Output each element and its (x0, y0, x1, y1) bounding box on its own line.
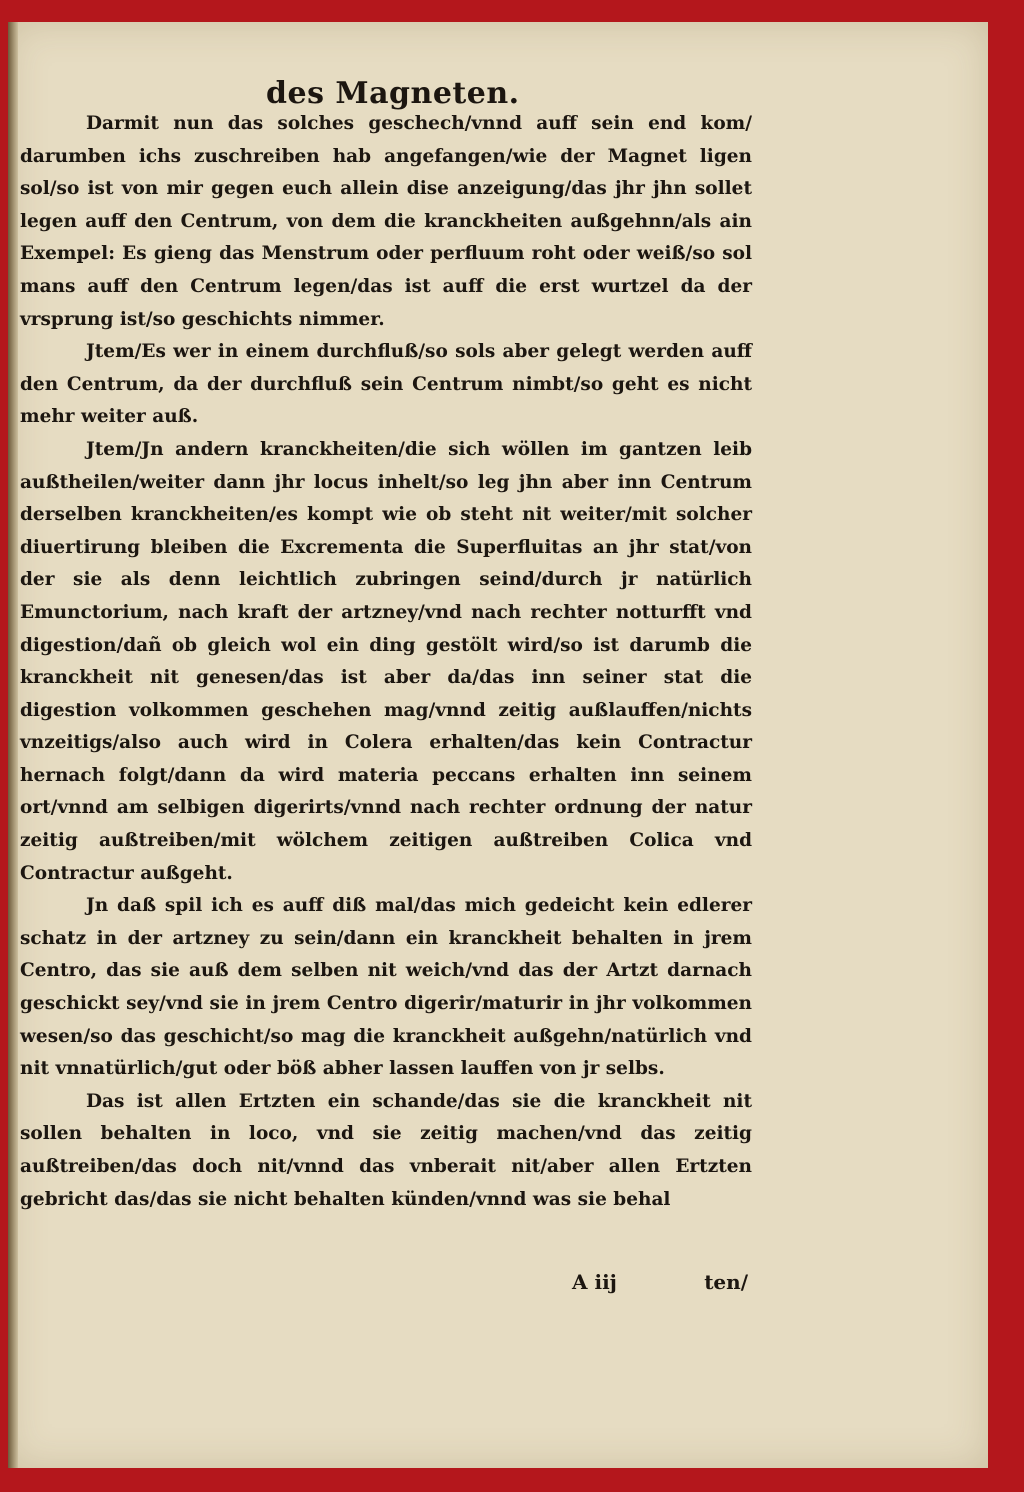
signature-mark: A iij (572, 1270, 617, 1294)
page-footer (20, 1270, 752, 1302)
paragraph: Jn daß spil ich es auff diß mal/das mich gedeicht kein edlerer schatz in der artzney zu sein/dann ein kranckheit behalten in jrem Centro, das sie auß dem selben nit weich/vnd das der Artzt darnach geschickt sey/vnd sie in jrem Centro digerir/maturir in jhr volkommen wesen/so das geschicht/so mag die kranckheit außgehn/natürlich vnd nit vnnatürlich/gut oder böß abher lassen lauffen von jr selbs. (20, 895, 752, 1080)
paragraph: Darmit nun das solches geschech/vnnd auff sein end kom/ darumben ichs zuschreiben hab angefangen/wie der Magnet ligen sol/so ist von mir gegen euch allein dise anzeigung/das jhr jhn sollet legen auff den Centrum, von dem die kranckheiten außgehnn/als ain Exempel: Es gieng das Menstrum oder perfluum roht oder weiß/so sol mans auff den Centrum legen/das ist auff die erst wurtzel da der vrsprung ist/so geschichts nimmer. (20, 113, 752, 330)
running-head: des Magneten. (266, 76, 520, 111)
paragraph: Jtem/Es wer in einem durchfluß/so sols aber gelegt werden auff den Centrum, da der durchfluß sein Centrum nimbt/so geht es nicht mehr weiter auß. (20, 341, 752, 428)
book-page (8, 22, 988, 1468)
paragraph: Jtem/Jn andern kranckheiten/die sich wöllen im gantzen leib außtheilen/weiter dann jhr locus inhelt/so leg jhn aber inn Centrum derselben kranckheiten/es kompt wie ob steht nit weiter/mit solcher diuertirung bleiben die Excrementa die Superfluitas an jhr stat/von der sie als denn leichtlich zubringen seind/durch jr natürlich Emunctorium, nach kraft der artzney/vnd nach rechter notturfft vnd digestion/dañ ob gleich wol ein ding gestölt wird/so ist darumb die kranckheit nit genesen/das ist aber da/das inn seiner stat die digestion volkommen geschehen mag/vnnd zeitig außlauffen/nichts vnzeitigs/also auch wird in Colera erhalten/das kein Contractur hernach folgt/dann da wird materia peccans erhalten inn seinem ort/vnnd am selbigen digerirts/vnnd nach rechter ordnung der natur zeitig außtreiben/mit wölchem zeitigen außtreiben Colica vnd Contractur außgeht. (20, 438, 752, 884)
page-binding-shadow (8, 22, 18, 1468)
catchword: ten/ (704, 1270, 748, 1294)
paragraph: Das ist allen Ertzten ein schande/das sie die kranckheit nit sollen behalten in loco, vnd sie zeitig machen/vnd das zeitig außtreiben/das doch nit/vnnd das vnberait nit/aber allen Ertzten gebricht das/das sie nicht behalten künden/vnnd was sie behal (20, 1090, 752, 1210)
body-text (20, 108, 752, 1216)
